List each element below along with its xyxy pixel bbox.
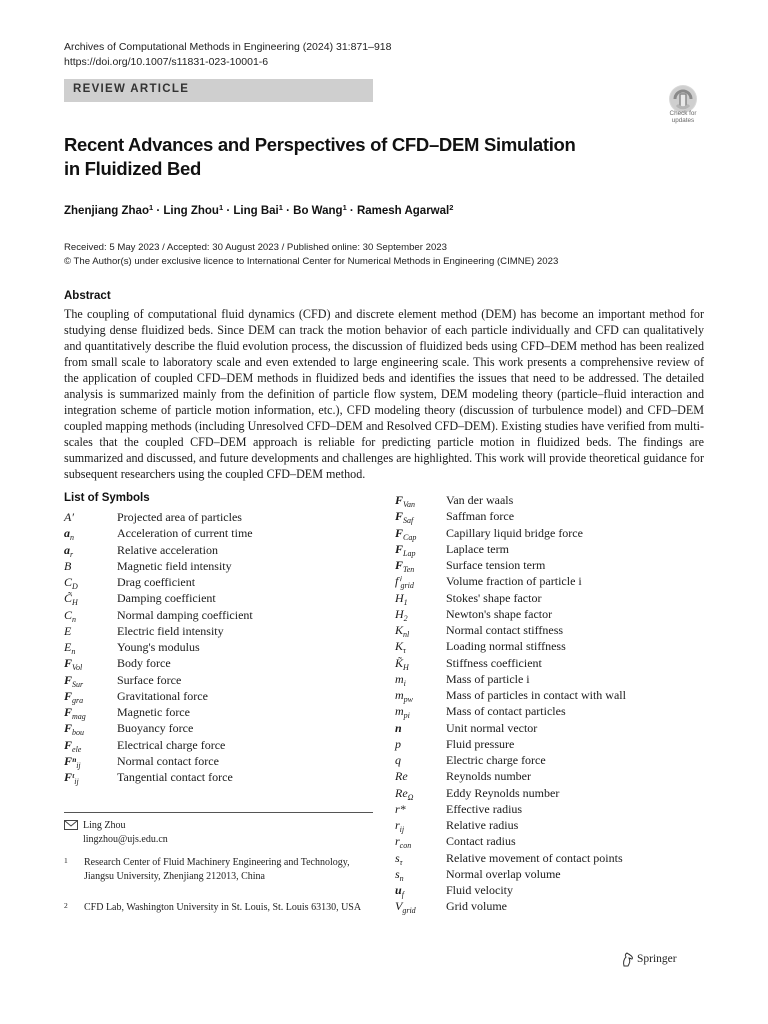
symbol-row <box>395 898 715 914</box>
affiliation-text: Research Center of Fluid Machinery Engineering and Technology, Jiangsu University, Zhenjiang 212013, China <box>84 857 350 882</box>
symbol-row <box>395 866 715 882</box>
author-list <box>64 203 453 217</box>
symbol-description: Van der waals <box>446 493 514 507</box>
check-for-updates-badge[interactable] <box>663 85 703 125</box>
symbol-row <box>64 704 384 720</box>
symbol-description: Effective radius <box>446 801 523 816</box>
symbol-subscript: n <box>71 647 76 656</box>
symbol-description: Gravitational force <box>117 688 208 703</box>
symbol-subscript: pi <box>403 711 410 721</box>
symbol-row <box>395 703 715 719</box>
symbol-base: K̃ <box>395 655 404 670</box>
symbol-row <box>395 833 715 849</box>
symbol-subscript: n <box>70 533 74 543</box>
symbol-description: Newton's shape factor <box>446 606 553 621</box>
symbol-description: Laplace term <box>446 541 509 556</box>
symbol-row <box>395 638 715 654</box>
symbol-description: Drag coefficient <box>117 575 196 589</box>
symbol-row <box>395 817 715 833</box>
symbol <box>395 720 447 736</box>
symbol-description: Surface force <box>117 672 182 687</box>
symbol-subscript: Lap <box>403 548 416 558</box>
symbol-row <box>395 671 715 687</box>
symbol-description: Fluid velocity <box>446 883 513 897</box>
symbol-description: Contact radius <box>446 834 516 849</box>
symbol-subscript: ij <box>74 777 79 786</box>
symbol-base: F <box>395 525 404 540</box>
symbol-subscript: 2 <box>403 613 408 623</box>
symbol-subscript: nl <box>403 630 410 639</box>
symbol <box>395 801 447 817</box>
symbol-base: Re <box>395 769 408 784</box>
author-name[interactable]: Bo Wang <box>293 205 343 217</box>
symbol-subscript: n <box>399 873 404 883</box>
symbol-description: Normal contact stiffness <box>446 623 564 637</box>
symbol-base: Re <box>395 785 408 800</box>
symbol-base: H <box>395 606 404 621</box>
symbol-subscript: H <box>403 662 409 672</box>
symbol-base: r* <box>395 801 406 816</box>
symbol-row <box>395 850 715 866</box>
symbol-description: Buoyancy force <box>117 721 194 736</box>
symbol-subscript: H <box>72 598 78 608</box>
symbol <box>64 558 116 574</box>
publisher-name: Springer <box>637 953 677 965</box>
symbol-row <box>64 542 384 558</box>
abstract-heading: Abstract <box>64 290 111 302</box>
symbol-description: Normal damping coefficient <box>117 607 253 622</box>
symbols-list-right <box>395 492 715 915</box>
symbol-base: F <box>395 493 404 507</box>
symbol-description: Relative radius <box>446 818 519 832</box>
symbol-base: B <box>64 558 72 573</box>
symbol-row <box>395 525 715 541</box>
affiliation-number: 2 <box>64 901 68 910</box>
abstract-text: The coupling of computational fluid dynamics (CFD) and discrete element method (DEM) has become an important method for studying dense fluidized beds. Since DEM can track the motion behavior of each particle individually and CFD can qualitatively and quantitatively describe the fluid evolution process, the discussion of fluidized beds using CFD–DEM method has been realized from small scale to laboratory scale and even extended to large engineering scale. This work presents a comprehensive review of the application of coupled CFD–DEM methods in fluidized beds and identifies the issues that need to be addressed. The detailed analysis is summarized mainly from the definition of particle flow system, DEM modeling theory (particle–fluid interaction and integration scheme of particle motion information, etc.), CFD modeling theory (discussion of turbulence model) and CFD–DEM coupled mapping methods (including Unresolved CFD–DEM and Resolved CFD–DEM). Existing studies have verified from multi-scales that the coupled CFD–DEM approach is reliable for predicting particle motion in fluidized beds. The findings are summarized and discussed, and future developments and challenges are highlighted. This work will provide theoretical guidance for subsequent researchers using the coupled CFD–DEM method. <box>64 307 704 482</box>
symbol-subscript: ij <box>76 760 81 770</box>
symbol-row <box>64 623 384 639</box>
symbol-description: Magnetic force <box>117 705 190 719</box>
symbol-subscript: pw <box>403 695 414 704</box>
symbol-subscript: Saf <box>403 516 414 526</box>
symbol-subscript: ele <box>72 744 82 754</box>
symbol-subscript: τ <box>399 857 403 867</box>
symbol <box>395 768 447 784</box>
author-name[interactable]: Zhenjiang Zhao <box>64 205 149 217</box>
symbol-subscript: i <box>403 678 406 688</box>
symbol-row <box>395 687 715 703</box>
badge-line-2: updates <box>671 117 695 124</box>
correspondence-name: Ling Zhou <box>83 820 126 831</box>
symbol-description: Mass of contact particles <box>446 704 566 719</box>
author-separator: · <box>223 205 234 217</box>
symbol-row <box>395 622 715 638</box>
symbol-row <box>64 590 384 606</box>
symbol-base: F <box>64 721 73 736</box>
symbol-base: Fⁿ <box>64 753 77 768</box>
symbol-subscript: f <box>401 890 404 899</box>
symbol <box>64 623 116 639</box>
symbol-description: Projected area of particles <box>117 510 242 524</box>
symbol-description: Stiffness coefficient <box>446 655 542 670</box>
symbol-row <box>64 688 384 704</box>
journal-header <box>64 40 391 70</box>
symbol-base: F <box>395 509 404 524</box>
symbol-row <box>395 492 715 508</box>
symbol-base: a <box>64 542 70 557</box>
article-type-label: REVIEW ARTICLE <box>73 83 190 95</box>
symbol-row <box>64 525 384 541</box>
symbol-description: Volume fraction of particle i <box>446 574 582 589</box>
symbol-description: Electrical charge force <box>117 737 226 752</box>
symbol-row <box>395 768 715 784</box>
article-title <box>64 133 624 181</box>
symbol-subscript: Sur <box>72 679 84 689</box>
symbol-base: m <box>395 688 404 702</box>
symbol-description: Damping coefficient <box>117 591 216 606</box>
symbol-description: Electric charge force <box>446 753 546 767</box>
symbol-row <box>395 541 715 557</box>
symbol-base: m <box>395 704 404 719</box>
symbol-description: Loading normal stiffness <box>446 639 566 654</box>
author-affiliation-mark: 1 <box>278 203 283 212</box>
symbol-row <box>64 769 384 785</box>
author-affiliation-mark: 1 <box>342 203 347 212</box>
symbol-row <box>64 720 384 736</box>
symbol-base: H <box>395 590 404 605</box>
symbol-description: Grid volume <box>446 899 507 914</box>
symbol-row <box>395 736 715 752</box>
symbol-row <box>64 574 384 590</box>
symbol-subscript: Vol <box>72 663 83 673</box>
symbol-description: Normal overlap volume <box>446 866 561 881</box>
symbol-base: F <box>64 656 73 671</box>
symbol-description: Tangential contact force <box>117 770 233 784</box>
symbol-description: Fluid pressure <box>446 736 515 751</box>
symbol-subscript: n <box>72 614 77 624</box>
footnote-divider <box>64 812 373 813</box>
symbol-subscript: bou <box>72 728 85 738</box>
symbol-description: Eddy Reynolds number <box>446 785 560 800</box>
title-line-1: Recent Advances and Perspectives of CFD–DEM Simulation <box>64 134 576 155</box>
author-affiliation-mark: 2 <box>449 203 454 212</box>
symbol-base: C <box>64 575 73 589</box>
symbol-base: C <box>64 607 73 622</box>
symbol-subscript: r <box>70 549 74 559</box>
affiliation-number: 1 <box>64 856 68 865</box>
symbol-description: Saffman force <box>446 509 515 524</box>
symbol-description: Relative acceleration <box>117 542 218 557</box>
author-name[interactable]: Ling Zhou <box>163 205 219 217</box>
symbol-base: V <box>395 899 403 914</box>
symbol-base: F <box>395 541 404 556</box>
symbol-base: s <box>395 850 400 865</box>
symbols-heading: List of Symbols <box>64 492 150 504</box>
author-separator: · <box>153 205 164 217</box>
symbol-description: Relative movement of contact points <box>446 850 623 865</box>
symbol-row <box>395 606 715 622</box>
symbol-description: Body force <box>117 656 171 671</box>
symbol-row <box>64 558 384 574</box>
symbol-base: fⁱ <box>395 574 401 589</box>
symbol <box>395 736 447 752</box>
symbol-row <box>395 557 715 573</box>
symbol-base: s <box>395 866 400 881</box>
symbol-base: r <box>395 818 400 832</box>
symbol-subscript: Ten <box>403 565 415 574</box>
symbol-base: A′ <box>64 510 74 524</box>
symbol-row <box>395 752 715 768</box>
symbol-row <box>395 573 715 589</box>
symbol-subscript: con <box>399 841 412 851</box>
symbol-base: q <box>395 753 401 767</box>
symbol-row <box>64 509 384 525</box>
symbol-row <box>395 590 715 606</box>
correspondence-email[interactable]: lingzhou@ujs.edu.cn <box>83 834 168 845</box>
symbol <box>64 509 116 525</box>
symbol-description: Unit normal vector <box>446 720 538 735</box>
author-affiliation-mark: 1 <box>218 203 224 212</box>
springer-horse-icon <box>621 952 634 967</box>
symbol <box>395 752 447 768</box>
envelope-icon <box>64 820 78 830</box>
author-separator: · <box>282 205 294 217</box>
title-line-2: in Fluidized Bed <box>64 158 202 179</box>
symbol-description: Reynolds number <box>446 769 531 784</box>
symbol-base: E <box>64 640 72 654</box>
check-for-updates-icon <box>669 85 697 113</box>
symbol-description: Surface tension term <box>446 558 546 572</box>
symbol-subscript: Cap <box>403 532 417 542</box>
symbol-description: Capillary liquid bridge force <box>446 525 583 540</box>
doi-link[interactable]: https://doi.org/10.1007/s11831-023-10001-6 <box>64 56 269 68</box>
symbol-description: Stokes' shape factor <box>446 590 542 605</box>
symbol-row <box>64 753 384 769</box>
symbol-row <box>395 655 715 671</box>
symbol-base: m <box>395 671 404 686</box>
symbol-base: F <box>64 705 73 719</box>
symbol-base: a <box>64 526 70 541</box>
symbol-row <box>64 639 384 655</box>
symbol-description: Mass of particle i <box>446 671 530 686</box>
symbol-row <box>64 607 384 623</box>
author-separator: · <box>346 205 357 217</box>
symbol-base: K <box>395 639 404 654</box>
author-name[interactable]: Ramesh Agarwal <box>356 205 450 217</box>
symbol-row <box>64 737 384 753</box>
symbol-row <box>395 508 715 524</box>
symbol-subscript: τ <box>403 646 406 656</box>
symbol-base: K <box>395 623 404 637</box>
symbol-row <box>64 672 384 688</box>
symbol-description: Acceleration of current time <box>117 526 253 541</box>
symbol-description: Electric field intensity <box>117 623 224 638</box>
symbol-base: F <box>395 558 404 572</box>
history-dates: Received: 5 May 2023 / Accepted: 30 August 2023 / Published online: 30 September 2023 <box>64 242 447 253</box>
copyright-line: © The Author(s) under exclusive licence to International Center for Numerical Methods in Engineering (CIMNE) 2023 <box>64 256 559 267</box>
symbol-subscript: gra <box>72 695 84 705</box>
symbol-subscript: Van <box>403 500 416 509</box>
symbol-row <box>395 785 715 801</box>
symbol-subscript: D <box>72 582 78 591</box>
affiliation-text: CFD Lab, Washington University in St. Louis, St. Louis 63130, USA <box>84 902 362 913</box>
symbol-subscript: ij <box>399 825 405 834</box>
symbol <box>64 769 116 790</box>
symbol-row <box>395 801 715 817</box>
symbol <box>395 898 447 919</box>
symbol-base: r <box>395 834 400 849</box>
symbol-base: p <box>395 736 401 751</box>
badge-line-1: Check for <box>669 110 697 117</box>
journal-citation: Archives of Computational Methods in Engineering (2024) 31:871–918 <box>64 41 392 53</box>
publication-dates <box>64 241 558 269</box>
symbol-row <box>395 720 715 736</box>
symbol-description: Young's modulus <box>117 640 200 654</box>
symbol-row <box>395 882 715 898</box>
symbol-base: n <box>395 720 402 735</box>
symbol-base: E <box>64 623 72 638</box>
symbol-base: Fᵗ <box>64 770 75 784</box>
symbol-subscript: grid <box>402 906 416 916</box>
symbol-base: F <box>64 737 73 752</box>
symbol-row <box>64 655 384 671</box>
symbol-base: C̃ <box>64 591 73 606</box>
symbol-subscript: Ω <box>407 792 414 802</box>
author-name[interactable]: Ling Bai <box>233 205 279 217</box>
symbol-description: Normal contact force <box>117 753 219 768</box>
symbol-description: Magnetic field intensity <box>117 558 232 573</box>
symbol-description: Mass of particles in contact with wall <box>446 688 626 702</box>
symbol-base: F <box>64 688 73 703</box>
symbol-base: F <box>64 672 73 687</box>
author-affiliation-mark: 1 <box>148 203 154 212</box>
symbol-subscript: grid <box>400 581 414 591</box>
symbol-subscript: mag <box>72 712 86 721</box>
article-type-banner <box>64 79 373 102</box>
symbols-list-left <box>64 509 384 785</box>
symbol-subscript: 1 <box>403 597 408 607</box>
symbol-base: u <box>395 883 402 897</box>
